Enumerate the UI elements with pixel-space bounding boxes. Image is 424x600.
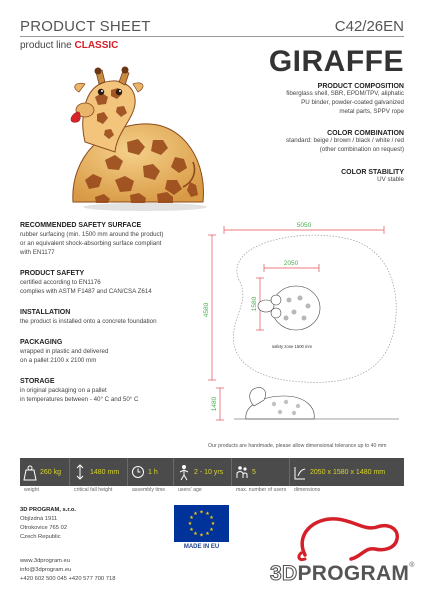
dim-depth-label: 4580 <box>203 302 210 318</box>
svg-text:★: ★ <box>199 532 204 539</box>
safety-line: complies with ASTM F1487 and CAN/CSA Z614 <box>20 287 152 295</box>
safety-zone-diagram <box>184 220 408 440</box>
child-age-icon <box>177 462 191 482</box>
storage-heading: STORAGE <box>20 377 55 385</box>
brand-wordmark <box>270 562 415 586</box>
brand-wordmark-program: PROGRAM <box>297 562 410 585</box>
packaging-line: wrapped in plastic and delivered <box>20 347 109 355</box>
header-divider <box>20 36 404 37</box>
svg-text:★: ★ <box>209 515 214 521</box>
tolerance-note: Our products are handmade, please allow dimensional tolerance up to 40 mm <box>208 443 387 449</box>
spec-max-users-value: 5 <box>252 468 256 476</box>
surface-line: rubber surfacing (min. 1500 mm around the product) <box>20 231 164 238</box>
giraffe-side-view-icon <box>234 388 399 419</box>
product-line-name: CLASSIC <box>74 40 119 51</box>
svg-text:★: ★ <box>205 531 210 537</box>
safety-heading: PRODUCT SAFETY <box>20 269 85 277</box>
spec-weight <box>20 458 70 486</box>
company-phones: +420 602 500 045 +420 577 700 718 <box>20 575 116 582</box>
company-address <box>20 506 76 542</box>
spec-fall-height-label: critical fall height <box>74 487 113 493</box>
svg-text:★: ★ <box>187 521 193 527</box>
svg-text:★: ★ <box>199 509 204 516</box>
spec-users-age-value: 2 - 10 yrs <box>194 468 224 476</box>
spec-assembly-time-label: assembly time <box>132 487 166 493</box>
spec-dimensions-label: dimensions <box>294 487 321 493</box>
company-contacts <box>20 557 115 584</box>
svg-text:★: ★ <box>189 515 194 521</box>
spec-dimensions-value: 2050 x 1580 x 1480 mm <box>310 468 386 476</box>
product-line <box>20 40 118 51</box>
dimensions-icon <box>293 462 307 482</box>
svg-text:★: ★ <box>193 531 198 537</box>
surface-heading: RECOMMENDED SAFETY SURFACE <box>20 222 142 229</box>
spec-fall-height-value: 1480 mm <box>90 468 120 476</box>
color-combination-heading: COLOR COMBINATION <box>327 130 404 138</box>
spec-assembly-time <box>128 458 174 486</box>
weight-icon <box>23 462 37 482</box>
packaging-heading: PACKAGING <box>20 338 63 346</box>
spec-fall-height <box>70 458 128 486</box>
color-combination-line: standard: beige / brown / black / white / red <box>286 137 404 145</box>
clock-icon <box>131 462 145 482</box>
giraffe-top-view-icon <box>258 286 320 330</box>
color-stability-heading: COLOR STABILITY <box>341 168 404 176</box>
specifications-column <box>20 222 180 417</box>
installation-line: the product is installed onto a concrete foundation <box>20 317 157 325</box>
storage-line: in original packaging on a pallet <box>20 386 107 394</box>
safety-line: certified according to EN1176 <box>20 278 101 286</box>
sheet-title: PRODUCT SHEET <box>20 18 151 35</box>
registered-mark: ® <box>409 562 415 569</box>
color-stability-line: UV stable <box>377 175 404 183</box>
brand-wordmark-3d: 3D <box>270 562 298 585</box>
spec-users-age <box>174 458 232 486</box>
made-in-eu-label: MADE IN EU <box>183 544 220 550</box>
composition-line: metal parts, SPPV rope <box>339 107 404 115</box>
svg-text:★: ★ <box>209 527 214 533</box>
spec-weight-label: weight <box>24 487 39 493</box>
spec-weight-value: 260 kg <box>40 468 62 476</box>
svg-text:★: ★ <box>189 527 194 533</box>
svg-text:★: ★ <box>205 511 210 517</box>
spec-bar-labels <box>20 487 404 493</box>
eu-flag-icon <box>174 505 229 542</box>
product-line-prefix: product line <box>20 40 75 51</box>
product-name: GIRAFFE <box>268 45 404 78</box>
company-country: Czech Republic <box>20 533 61 540</box>
users-icon <box>235 462 249 482</box>
composition-line: fiberglass shell, SBR, EPDM/TPV, aliphatic <box>286 90 404 97</box>
spec-max-users-label: max. number of users <box>236 487 287 493</box>
product-code: C42/26EN <box>334 18 404 35</box>
composition-line: PU binder, powder-coated galvanized <box>301 98 404 106</box>
company-web[interactable]: www.3dprogram.eu <box>20 558 70 564</box>
svg-text:★: ★ <box>193 511 198 517</box>
composition-heading: PRODUCT COMPOSITION <box>317 83 404 90</box>
spec-bar <box>20 458 404 486</box>
packaging-line: on a pallet 2100 x 2100 mm <box>20 356 97 364</box>
spec-users-age-label: users' age <box>178 487 202 493</box>
svg-text:★: ★ <box>210 521 216 527</box>
fall-height-icon <box>73 462 87 482</box>
spec-dimensions <box>290 458 404 486</box>
surface-line: with EN1177 <box>20 248 55 256</box>
company-street: Objízdná 1911 <box>20 515 58 522</box>
dim-side-label: 1580 <box>251 296 258 312</box>
spec-max-users <box>232 458 290 486</box>
installation-heading: INSTALLATION <box>20 308 71 316</box>
safety-zone-label: safety zone 1500 mm <box>271 344 313 349</box>
dim-width-label: 5050 <box>296 222 312 229</box>
company-city: Otrokovice 765 02 <box>20 524 68 531</box>
spec-assembly-time-value: 1 h <box>148 468 158 476</box>
company-name: 3D PROGRAM, s.r.o. <box>20 507 77 513</box>
color-combination-line: (other combination on request) <box>319 146 404 154</box>
surface-line: or an equivalent shock-absorbing surface compliant <box>20 239 162 247</box>
composition-column <box>184 83 404 185</box>
company-email[interactable]: info@3dprogram.eu <box>20 566 72 573</box>
dim-inner-label: 2050 <box>283 260 299 267</box>
dim-height-label: 1480 <box>211 396 218 412</box>
storage-line: in temperatures between - 40° C and 50° C <box>20 395 139 403</box>
